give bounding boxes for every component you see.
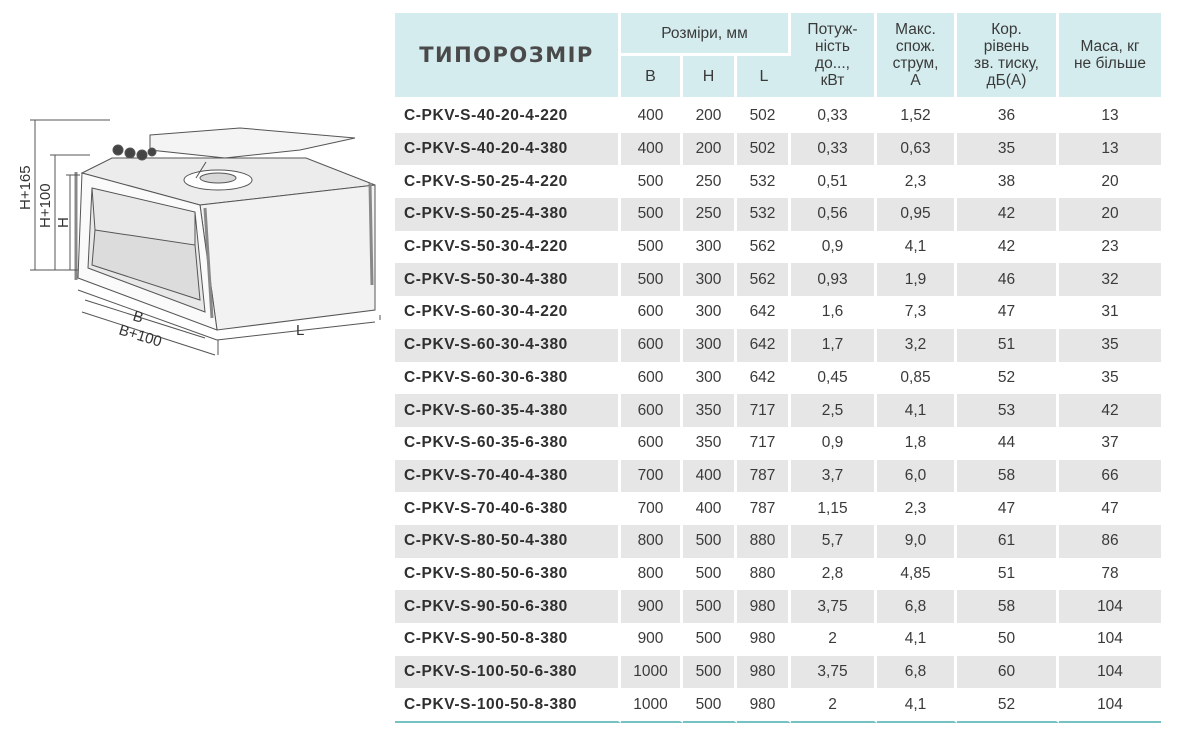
table-row <box>395 329 1161 362</box>
power-cell: 1,7 <box>791 329 877 362</box>
fan-dimension-drawing <box>0 100 390 380</box>
mass-cell: 104 <box>1059 688 1161 723</box>
noise-cell: 36 <box>957 100 1059 133</box>
mass-cell: 104 <box>1059 590 1161 623</box>
model-cell: C-PKV-S-100-50-6-380 <box>395 656 621 689</box>
table-row <box>395 362 1161 395</box>
mass-cell: 13 <box>1059 133 1161 166</box>
h-cell: 250 <box>683 198 737 231</box>
b-cell: 1000 <box>621 688 683 723</box>
current-cell: 6,8 <box>877 656 957 689</box>
l-cell: 642 <box>737 296 791 329</box>
model-cell: C-PKV-S-60-30-6-380 <box>395 362 621 395</box>
model-cell: C-PKV-S-60-35-4-380 <box>395 394 621 427</box>
h-cell: 300 <box>683 362 737 395</box>
b-cell: 600 <box>621 329 683 362</box>
b-cell: 600 <box>621 362 683 395</box>
model-cell: C-PKV-S-80-50-6-380 <box>395 558 621 591</box>
current-cell: 4,1 <box>877 394 957 427</box>
current-cell: 1,52 <box>877 100 957 133</box>
current-cell: 1,9 <box>877 263 957 296</box>
model-cell: C-PKV-S-100-50-8-380 <box>395 688 621 723</box>
table-row <box>395 394 1161 427</box>
l-cell: 880 <box>737 525 791 558</box>
model-cell: C-PKV-S-40-20-4-380 <box>395 133 621 166</box>
power-cell: 2 <box>791 688 877 723</box>
table-row <box>395 688 1161 723</box>
mass-cell: 104 <box>1097 630 1123 648</box>
power-cell: 0,56 <box>791 198 877 231</box>
power-cell: 1,15 <box>791 492 877 525</box>
b-cell: 400 <box>621 133 683 166</box>
l-cell: 502 <box>737 133 791 166</box>
mass-cell: 78 <box>1101 564 1119 582</box>
b-cell: 800 <box>621 558 683 591</box>
b-cell: 500 <box>621 198 683 231</box>
b-label: B <box>130 307 146 327</box>
table-row <box>395 590 1161 623</box>
model-cell: C-PKV-S-90-50-8-380 <box>395 623 621 656</box>
current-cell: 6,8 <box>877 590 957 623</box>
noise-cell: 53 <box>957 394 1059 427</box>
mass-cell: 32 <box>1059 263 1161 296</box>
model-cell: C-PKV-S-90-50-6-380 <box>395 590 621 623</box>
current-cell: 0,63 <box>877 133 957 166</box>
h-cell: 500 <box>683 525 737 558</box>
h-cell: 200 <box>683 133 737 166</box>
table-row <box>395 492 1161 525</box>
table-row <box>395 460 1161 493</box>
power-cell: 0,9 <box>791 231 877 264</box>
current-cell: 2,3 <box>877 492 957 525</box>
b-cell: 500 <box>621 231 683 264</box>
l-cell: 980 <box>737 590 791 623</box>
noise-cell: 61 <box>957 525 1059 558</box>
current-cell: 1,8 <box>877 427 957 460</box>
table-row <box>395 263 1161 296</box>
mass-cell: 20 <box>1059 198 1161 231</box>
l-cell: 502 <box>737 100 791 133</box>
b-cell: 600 <box>621 296 683 329</box>
power-cell: 3,75 <box>791 590 877 623</box>
power-cell: 2,8 <box>791 558 877 591</box>
noise-cell: 50 <box>957 623 1059 656</box>
power-cell: 0,33 <box>791 133 877 166</box>
b-cell: 400 <box>621 100 683 133</box>
table-row <box>395 231 1161 264</box>
table-row <box>395 296 1161 329</box>
h-cell: 250 <box>683 165 737 198</box>
model-cell: C-PKV-S-60-30-4-380 <box>395 329 621 362</box>
power-cell: 0,93 <box>791 263 877 296</box>
l-label: L <box>296 322 305 339</box>
b-cell: 600 <box>621 427 683 460</box>
power-cell: 0,9 <box>791 427 877 460</box>
l-cell: 980 <box>737 623 791 656</box>
table-row <box>395 100 1161 133</box>
noise-cell: 58 <box>957 460 1059 493</box>
l-cell: 642 <box>737 362 791 395</box>
model-cell: C-PKV-S-50-30-4-380 <box>395 263 621 296</box>
noise-cell: 47 <box>957 492 1059 525</box>
b-cell: 900 <box>621 623 683 656</box>
mass-cell: 35 <box>1101 368 1119 386</box>
mass-cell: 66 <box>1059 460 1161 493</box>
l-cell: 980 <box>737 688 791 723</box>
noise-cell: 52 <box>957 688 1059 723</box>
noise-cell: 35 <box>957 133 1059 166</box>
mass-cell: 104 <box>1059 656 1161 689</box>
b-cell: 1000 <box>621 656 683 689</box>
h-cell: 500 <box>683 558 737 591</box>
current-cell: 2,3 <box>877 165 957 198</box>
noise-cell: 51 <box>957 329 1059 362</box>
current-cell: 0,95 <box>877 198 957 231</box>
power-cell: 0,45 <box>791 362 877 395</box>
noise-cell: 38 <box>957 165 1059 198</box>
table-row <box>395 623 1161 656</box>
h100-label: H+100 <box>37 183 54 228</box>
h-cell: 400 <box>683 460 737 493</box>
model-cell: C-PKV-S-70-40-4-380 <box>395 460 621 493</box>
model-cell: C-PKV-S-50-25-4-220 <box>395 165 621 198</box>
l-cell: 642 <box>737 329 791 362</box>
power-cell: 5,7 <box>791 525 877 558</box>
table-row <box>395 198 1161 231</box>
dim-h-header: H <box>683 56 737 100</box>
power-header: Потуж- ність до..., кВт <box>791 13 877 100</box>
mass-cell: 31 <box>1101 303 1119 321</box>
l-cell: 562 <box>737 231 791 264</box>
l-cell: 880 <box>737 558 791 591</box>
l-cell: 532 <box>737 198 791 231</box>
h-cell: 200 <box>683 100 737 133</box>
spec-table <box>395 13 1161 723</box>
noise-cell: 42 <box>957 231 1059 264</box>
current-cell: 3,2 <box>877 329 957 362</box>
current-cell: 9,0 <box>877 525 957 558</box>
power-cell: 0,51 <box>791 165 877 198</box>
h-cell: 300 <box>683 296 737 329</box>
mass-cell: 47 <box>1101 499 1119 517</box>
current-header: Макс. спож. струм, А <box>877 13 957 100</box>
table-row <box>395 525 1161 558</box>
mass-cell: 35 <box>1059 329 1161 362</box>
h-cell: 500 <box>683 656 737 689</box>
h-cell: 300 <box>683 329 737 362</box>
model-cell: C-PKV-S-50-30-4-220 <box>395 231 621 264</box>
power-cell: 2,5 <box>791 394 877 427</box>
dim-b-header: B <box>621 56 683 100</box>
h-cell: 500 <box>683 590 737 623</box>
noise-cell: 58 <box>957 590 1059 623</box>
noise-cell: 47 <box>957 296 1059 329</box>
table-row <box>395 165 1161 198</box>
l-cell: 980 <box>737 656 791 689</box>
mass-cell: 86 <box>1059 525 1161 558</box>
current-cell: 7,3 <box>877 296 957 329</box>
noise-cell: 44 <box>957 427 1059 460</box>
power-cell: 1,6 <box>791 296 877 329</box>
power-cell: 2 <box>791 623 877 656</box>
b100-label: B+100 <box>116 321 164 351</box>
h-cell: 350 <box>683 394 737 427</box>
model-cell: C-PKV-S-60-35-6-380 <box>395 427 621 460</box>
table-row <box>395 656 1161 689</box>
l-cell: 787 <box>737 460 791 493</box>
table-row <box>395 558 1161 591</box>
noise-cell: 52 <box>957 362 1059 395</box>
noise-cell: 60 <box>957 656 1059 689</box>
h-cell: 500 <box>683 688 737 723</box>
current-cell: 4,1 <box>877 688 957 723</box>
model-cell: C-PKV-S-50-25-4-380 <box>395 198 621 231</box>
b-cell: 900 <box>621 590 683 623</box>
current-cell: 4,85 <box>877 558 957 591</box>
mass-cell: 23 <box>1101 238 1119 256</box>
dim-l-header: L <box>737 56 791 100</box>
current-cell: 0,85 <box>877 362 957 395</box>
table-row <box>395 427 1161 460</box>
current-cell: 4,1 <box>877 623 957 656</box>
mass-cell: 13 <box>1101 107 1119 125</box>
fan-housing <box>76 128 375 340</box>
mass-cell: 37 <box>1101 434 1119 452</box>
model-cell: C-PKV-S-70-40-6-380 <box>395 492 621 525</box>
h-cell: 300 <box>683 263 737 296</box>
spec-table-body <box>395 100 1161 723</box>
power-cell: 3,7 <box>791 460 877 493</box>
dimensions-header: Розміри, мм <box>621 13 791 56</box>
h-cell: 300 <box>683 231 737 264</box>
b-cell: 800 <box>621 525 683 558</box>
l-cell: 717 <box>737 427 791 460</box>
current-cell: 6,0 <box>877 460 957 493</box>
l-cell: 717 <box>737 394 791 427</box>
power-cell: 3,75 <box>791 656 877 689</box>
mass-cell: 42 <box>1059 394 1161 427</box>
h-cell: 350 <box>683 427 737 460</box>
h-cell: 500 <box>683 623 737 656</box>
mass-header: Маса, кг не більше <box>1059 13 1161 100</box>
model-cell: C-PKV-S-40-20-4-220 <box>395 100 621 133</box>
noise-cell: 51 <box>957 558 1059 591</box>
b-cell: 500 <box>621 263 683 296</box>
b-cell: 700 <box>621 460 683 493</box>
b-cell: 600 <box>621 394 683 427</box>
l-cell: 532 <box>737 165 791 198</box>
model-header: ТИПОРОЗМІР <box>395 13 621 100</box>
l-cell: 787 <box>737 492 791 525</box>
table-row <box>395 133 1161 166</box>
model-cell: C-PKV-S-60-30-4-220 <box>395 296 621 329</box>
mass-cell: 20 <box>1101 172 1119 190</box>
h-label: H <box>55 217 72 228</box>
noise-header: Кор. рівень зв. тиску, дБ(А) <box>957 13 1059 100</box>
current-cell: 4,1 <box>877 231 957 264</box>
h-cell: 400 <box>683 492 737 525</box>
power-cell: 0,33 <box>791 100 877 133</box>
b-cell: 700 <box>621 492 683 525</box>
l-cell: 562 <box>737 263 791 296</box>
noise-cell: 42 <box>957 198 1059 231</box>
model-cell: C-PKV-S-80-50-4-380 <box>395 525 621 558</box>
b-cell: 500 <box>621 165 683 198</box>
noise-cell: 46 <box>957 263 1059 296</box>
h165-label: H+165 <box>17 165 34 210</box>
